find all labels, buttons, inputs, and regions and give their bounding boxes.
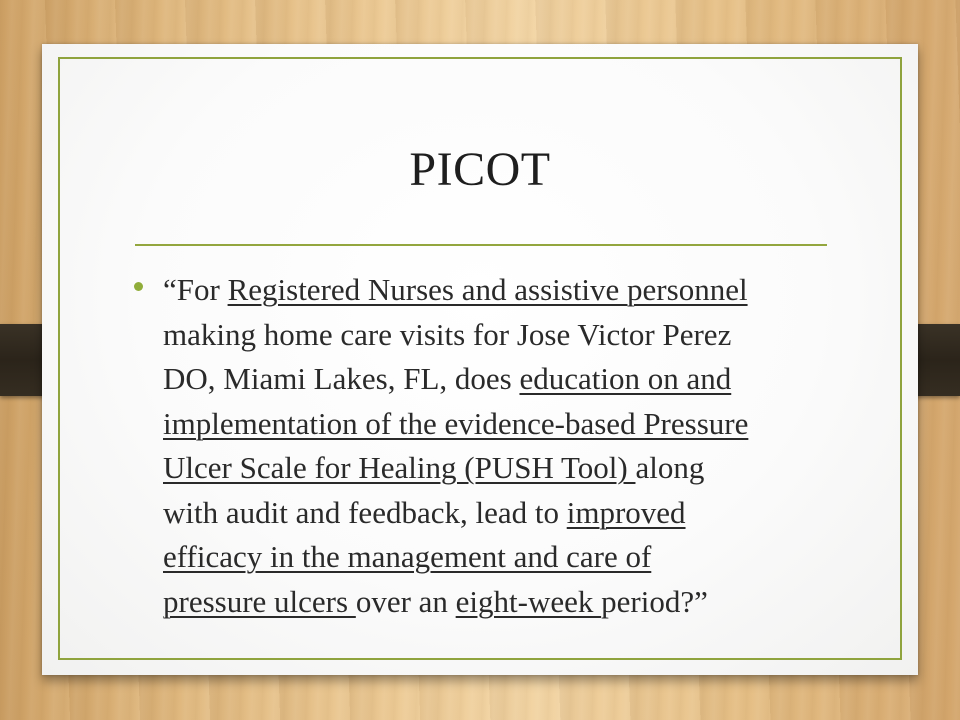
- underlined-text-segment: Registered Nurses and assistive personnel: [227, 272, 748, 307]
- slide-card: [42, 44, 918, 675]
- text-segment: over an: [355, 583, 456, 619]
- text-line: [163, 313, 863, 358]
- underlined-text-segment: improved: [566, 494, 686, 530]
- underlined-text-segment: education on and: [519, 361, 732, 396]
- text-line: [163, 446, 863, 491]
- underlined-text-segment: eight-week: [455, 583, 602, 619]
- text-segment: along: [635, 450, 705, 485]
- underlined-text-segment: implementation of the evidence-based Pressure: [163, 405, 749, 441]
- slide-title: PICOT: [409, 143, 551, 196]
- underlined-text-segment: pressure ulcers: [163, 583, 356, 619]
- text-segment: period?”: [601, 583, 708, 619]
- text-line: [163, 402, 863, 447]
- picot-question-text: [163, 268, 863, 624]
- text-segment: “For: [163, 272, 228, 307]
- title-divider: [135, 244, 827, 246]
- text-segment: with audit and feedback, lead to: [163, 494, 567, 530]
- text-line: [163, 357, 863, 402]
- text-segment: DO, Miami Lakes, FL, does: [163, 361, 520, 396]
- text-segment: making home care visits for Jose Victor Perez: [163, 316, 732, 352]
- text-line: [163, 491, 863, 536]
- text-line: [163, 535, 863, 580]
- text-line: [163, 268, 863, 313]
- underlined-text-segment: Ulcer Scale for Healing (PUSH Tool): [163, 450, 636, 485]
- text-line: [163, 580, 863, 625]
- underlined-text-segment: efficacy in the management and care of: [163, 539, 652, 574]
- bullet-dot-icon: [134, 282, 143, 291]
